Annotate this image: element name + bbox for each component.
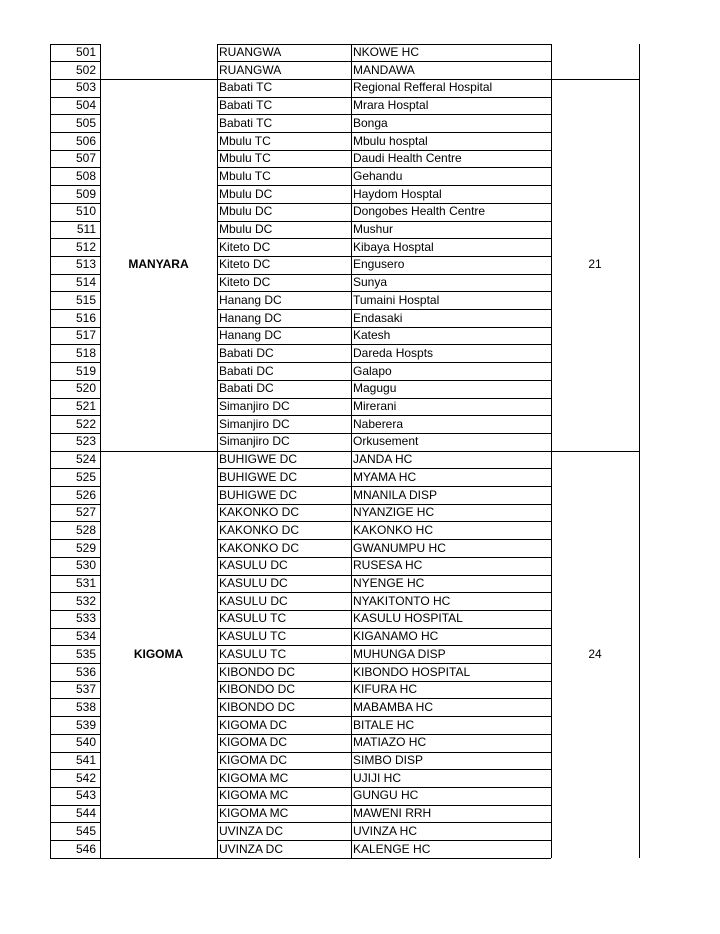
facility-cell: Mbulu hosptal <box>353 133 428 148</box>
row-number: 501 <box>75 45 96 59</box>
grid-line <box>217 167 551 168</box>
facility-cell: MNANILA DISP <box>353 487 438 502</box>
facility-cell: MUHUNGA DISP <box>353 646 446 661</box>
grid-line <box>217 256 551 257</box>
grid-line <box>217 451 551 452</box>
facility-cell: Dareda Hospts <box>353 345 434 360</box>
grid-line <box>217 185 551 186</box>
row-number: 514 <box>75 275 96 290</box>
council-cell: Babati DC <box>219 345 274 360</box>
grid-line <box>50 645 100 646</box>
grid-line <box>50 787 100 788</box>
grid-line <box>217 486 551 487</box>
facility-cell: KALENGE HC <box>353 841 431 856</box>
council-cell: Kiteto DC <box>219 239 271 254</box>
council-cell: KIGOMA MC <box>219 770 289 785</box>
grid-line <box>217 645 551 646</box>
grid-line <box>217 344 551 345</box>
grid-line <box>217 805 551 806</box>
grid-line <box>217 203 551 204</box>
grid-line <box>217 433 551 434</box>
council-cell: KASULU DC <box>219 558 288 573</box>
grid-line <box>50 822 100 823</box>
facility-cell: Mushur <box>353 222 394 236</box>
facility-cell: Bonga <box>353 115 388 130</box>
grid-line <box>50 380 100 381</box>
grid-line <box>50 734 100 735</box>
council-cell: KIGOMA DC <box>219 735 288 750</box>
facility-cell: MANDAWA <box>353 62 415 77</box>
region-name: KIGOMA <box>133 646 184 661</box>
region-name: MANYARA <box>128 257 189 272</box>
row-number: 530 <box>75 558 96 573</box>
facility-cell: KIGANAMO HC <box>353 629 439 644</box>
grid-line <box>50 150 100 151</box>
grid-line <box>50 769 100 770</box>
facility-cell: NYANZIGE HC <box>353 505 435 520</box>
grid-line <box>217 663 551 664</box>
grid-line <box>50 858 100 859</box>
grid-line <box>50 132 100 133</box>
row-number: 517 <box>75 328 96 343</box>
facility-cell: MYAMA HC <box>353 469 417 484</box>
grid-line <box>217 97 551 98</box>
grid-line <box>217 415 551 416</box>
grid-line <box>100 451 217 452</box>
facility-cell: MAWENI RRH <box>353 806 432 821</box>
grid-line <box>50 415 100 416</box>
row-number: 542 <box>75 770 96 785</box>
grid-line <box>50 344 100 345</box>
council-cell: Babati TC <box>219 115 273 130</box>
grid-line <box>351 44 352 858</box>
grid-line <box>217 840 551 841</box>
facility-cell: Mirerani <box>353 399 397 413</box>
grid-line <box>50 521 100 522</box>
grid-line <box>217 521 551 522</box>
grid-line <box>50 238 100 239</box>
grid-line <box>50 114 100 115</box>
grid-line <box>100 44 101 858</box>
grid-line <box>50 557 100 558</box>
council-cell: BUHIGWE DC <box>219 487 297 502</box>
council-cell: KIGOMA DC <box>219 717 288 732</box>
grid-line <box>217 79 551 80</box>
grid-line <box>50 79 100 80</box>
grid-line <box>217 238 551 239</box>
council-cell: Kiteto DC <box>219 275 271 290</box>
row-number: 541 <box>75 753 96 767</box>
row-number: 513 <box>75 257 96 272</box>
council-cell: KIGOMA MC <box>219 806 289 821</box>
facility-cell: Naberera <box>353 416 404 431</box>
grid-line <box>50 274 100 275</box>
row-number: 515 <box>75 292 96 307</box>
grid-line <box>217 822 551 823</box>
grid-line <box>50 504 100 505</box>
grid-line <box>217 539 551 540</box>
grid-line <box>100 79 217 80</box>
grid-line <box>50 291 100 292</box>
grid-line <box>50 752 100 753</box>
grid-line <box>217 44 218 858</box>
grid-line <box>217 858 551 859</box>
facility-cell: RUSESA HC <box>353 558 423 573</box>
council-cell: Babati DC <box>219 381 274 396</box>
grid-line <box>639 44 640 858</box>
row-number: 523 <box>75 434 96 449</box>
grid-line <box>217 274 551 275</box>
row-number: 522 <box>75 416 96 431</box>
council-cell: KASULU DC <box>219 593 288 608</box>
row-number: 539 <box>75 717 96 732</box>
facility-cell: GUNGU HC <box>353 788 419 803</box>
council-cell: UVINZA DC <box>219 841 284 856</box>
council-cell: Hanang DC <box>219 310 282 325</box>
grid-line <box>217 327 551 328</box>
row-number: 521 <box>75 399 96 413</box>
grid-line <box>217 628 551 629</box>
grid-line <box>217 592 551 593</box>
row-number: 540 <box>75 735 96 750</box>
facility-cell: KIBONDO HOSPITAL <box>353 664 471 679</box>
grid-line <box>50 44 51 858</box>
grid-line <box>217 752 551 753</box>
grid-line <box>50 185 100 186</box>
row-number: 525 <box>75 469 96 484</box>
row-number: 528 <box>75 522 96 537</box>
council-cell: KIBONDO DC <box>219 682 296 697</box>
row-number: 519 <box>75 363 96 378</box>
grid-line <box>50 663 100 664</box>
council-cell: KIBONDO DC <box>219 664 296 679</box>
row-number: 531 <box>75 576 96 590</box>
grid-line <box>217 44 551 45</box>
council-cell: Mbulu TC <box>219 168 271 183</box>
row-number: 529 <box>75 540 96 555</box>
row-number: 509 <box>75 186 96 201</box>
row-number: 520 <box>75 381 96 396</box>
row-number: 535 <box>75 646 96 661</box>
facility-cell: Dongobes Health Centre <box>353 204 486 219</box>
council-cell: UVINZA DC <box>219 823 284 838</box>
grid-line <box>217 575 551 576</box>
council-cell: Mbulu DC <box>219 204 273 219</box>
grid-line <box>50 610 100 611</box>
grid-line <box>50 256 100 257</box>
facility-cell: Orkusement <box>353 434 419 449</box>
grid-line <box>50 805 100 806</box>
facility-cell: Tumaini Hosptal <box>353 292 440 307</box>
facility-cell: NKOWE HC <box>353 45 419 59</box>
facility-cell: Sunya <box>353 275 388 290</box>
row-number: 545 <box>75 823 96 838</box>
facility-cell: Magugu <box>353 381 397 396</box>
council-cell: KASULU TC <box>219 611 287 626</box>
facility-cell: BITALE HC <box>353 717 415 732</box>
council-cell: KASULU TC <box>219 629 287 644</box>
council-cell: Simanjiro DC <box>219 434 290 449</box>
council-cell: KIBONDO DC <box>219 699 296 714</box>
grid-line <box>217 610 551 611</box>
council-cell: Kiteto DC <box>219 257 271 272</box>
grid-line <box>50 628 100 629</box>
row-number: 503 <box>75 80 96 95</box>
grid-line <box>217 681 551 682</box>
row-number: 543 <box>75 788 96 803</box>
grid-line <box>217 504 551 505</box>
row-number: 504 <box>75 98 96 113</box>
council-cell: Mbulu DC <box>219 186 273 201</box>
row-number: 526 <box>75 487 96 502</box>
council-cell: Babati TC <box>219 80 273 95</box>
grid-line <box>50 451 100 452</box>
council-cell: Simanjiro DC <box>219 416 290 431</box>
facility-count: 21 <box>588 257 602 272</box>
grid-line <box>50 575 100 576</box>
row-number: 524 <box>75 452 96 467</box>
council-cell: Hanang DC <box>219 328 282 343</box>
facility-cell: UVINZA HC <box>353 823 418 838</box>
facility-cell: Katesh <box>353 328 391 343</box>
row-number: 516 <box>75 310 96 325</box>
facility-cell: GWANUMPU HC <box>353 540 446 555</box>
row-number: 546 <box>75 841 96 856</box>
grid-line <box>50 327 100 328</box>
row-number: 537 <box>75 682 96 697</box>
row-number: 527 <box>75 505 96 520</box>
grid-line <box>217 698 551 699</box>
facility-cell: Gehandu <box>353 168 403 183</box>
grid-line <box>50 362 100 363</box>
facility-cell: Mrara Hosptal <box>353 98 429 113</box>
facility-cell: KASULU HOSPITAL <box>353 611 463 626</box>
facility-cell: Endasaki <box>353 310 403 325</box>
row-number: 502 <box>75 62 96 77</box>
grid-line <box>50 203 100 204</box>
grid-line <box>217 61 551 62</box>
grid-line <box>217 362 551 363</box>
council-cell: Mbulu DC <box>219 222 273 236</box>
grid-line <box>217 734 551 735</box>
facility-cell: Regional Refferal Hospital <box>353 80 493 95</box>
council-cell: Mbulu TC <box>219 133 271 148</box>
grid-line <box>50 309 100 310</box>
grid-line <box>50 97 100 98</box>
council-cell: Babati DC <box>219 363 274 378</box>
grid-line <box>50 221 100 222</box>
council-cell: Simanjiro DC <box>219 399 290 413</box>
row-number: 506 <box>75 133 96 148</box>
grid-line <box>217 716 551 717</box>
row-number: 538 <box>75 699 96 714</box>
row-number: 536 <box>75 664 96 679</box>
facility-cell: Daudi Health Centre <box>353 151 462 166</box>
row-number: 507 <box>75 151 96 166</box>
facility-cell: NYAKITONTO HC <box>353 593 451 608</box>
grid-line <box>50 486 100 487</box>
grid-line <box>217 468 551 469</box>
grid-line <box>50 681 100 682</box>
grid-line <box>50 840 100 841</box>
facility-cell: MABAMBA HC <box>353 699 434 714</box>
grid-line <box>50 698 100 699</box>
council-cell: KASULU TC <box>219 646 287 661</box>
row-number: 510 <box>75 204 96 219</box>
facility-count: 24 <box>588 646 602 661</box>
facility-cell: Kibaya Hosptal <box>353 239 434 254</box>
grid-line <box>217 380 551 381</box>
facility-cell: Engusero <box>353 257 405 272</box>
facility-cell: KIFURA HC <box>353 682 418 697</box>
row-number: 512 <box>75 239 96 254</box>
facility-cell: Haydom Hosptal <box>353 186 442 201</box>
grid-line <box>217 221 551 222</box>
facility-cell: NYENGE HC <box>353 576 425 590</box>
grid-line <box>551 451 639 452</box>
council-cell: KIGOMA DC <box>219 753 288 767</box>
grid-line <box>551 79 639 80</box>
council-cell: KAKONKO DC <box>219 540 300 555</box>
grid-line <box>100 858 217 859</box>
facility-cell: MATIAZO HC <box>353 735 427 750</box>
row-number: 518 <box>75 345 96 360</box>
council-cell: KAKONKO DC <box>219 505 300 520</box>
row-number: 544 <box>75 806 96 821</box>
grid-line <box>50 44 100 45</box>
grid-line <box>217 557 551 558</box>
grid-line <box>217 291 551 292</box>
row-number: 511 <box>76 222 96 236</box>
facility-cell: JANDA HC <box>353 452 413 467</box>
grid-line <box>217 398 551 399</box>
grid-line <box>217 787 551 788</box>
grid-line <box>50 716 100 717</box>
facility-cell: UJIJI HC <box>353 770 401 785</box>
facility-cell: Galapo <box>353 363 392 378</box>
council-cell: Hanang DC <box>219 292 282 307</box>
council-cell: KIGOMA MC <box>219 788 289 803</box>
grid-line <box>50 61 100 62</box>
council-cell: BUHIGWE DC <box>219 452 297 467</box>
grid-line <box>217 150 551 151</box>
grid-line <box>551 44 552 858</box>
grid-line <box>50 592 100 593</box>
facility-cell: KAKONKO HC <box>353 522 434 537</box>
grid-line <box>50 398 100 399</box>
row-number: 534 <box>75 629 96 644</box>
council-cell: RUANGWA <box>219 62 282 77</box>
row-number: 505 <box>75 115 96 130</box>
grid-line <box>217 769 551 770</box>
grid-line <box>217 309 551 310</box>
grid-line <box>50 539 100 540</box>
row-number: 533 <box>75 611 96 626</box>
council-cell: KASULU DC <box>219 576 288 590</box>
council-cell: KAKONKO DC <box>219 522 300 537</box>
row-number: 508 <box>75 168 96 183</box>
grid-line <box>50 468 100 469</box>
grid-line <box>50 433 100 434</box>
grid-line <box>217 114 551 115</box>
facility-cell: SIMBO DISP <box>353 753 424 767</box>
council-cell: BUHIGWE DC <box>219 469 297 484</box>
council-cell: Babati TC <box>219 98 273 113</box>
grid-line <box>50 167 100 168</box>
row-number: 532 <box>75 593 96 608</box>
grid-line <box>217 132 551 133</box>
council-cell: Mbulu TC <box>219 151 271 166</box>
council-cell: RUANGWA <box>219 45 282 59</box>
